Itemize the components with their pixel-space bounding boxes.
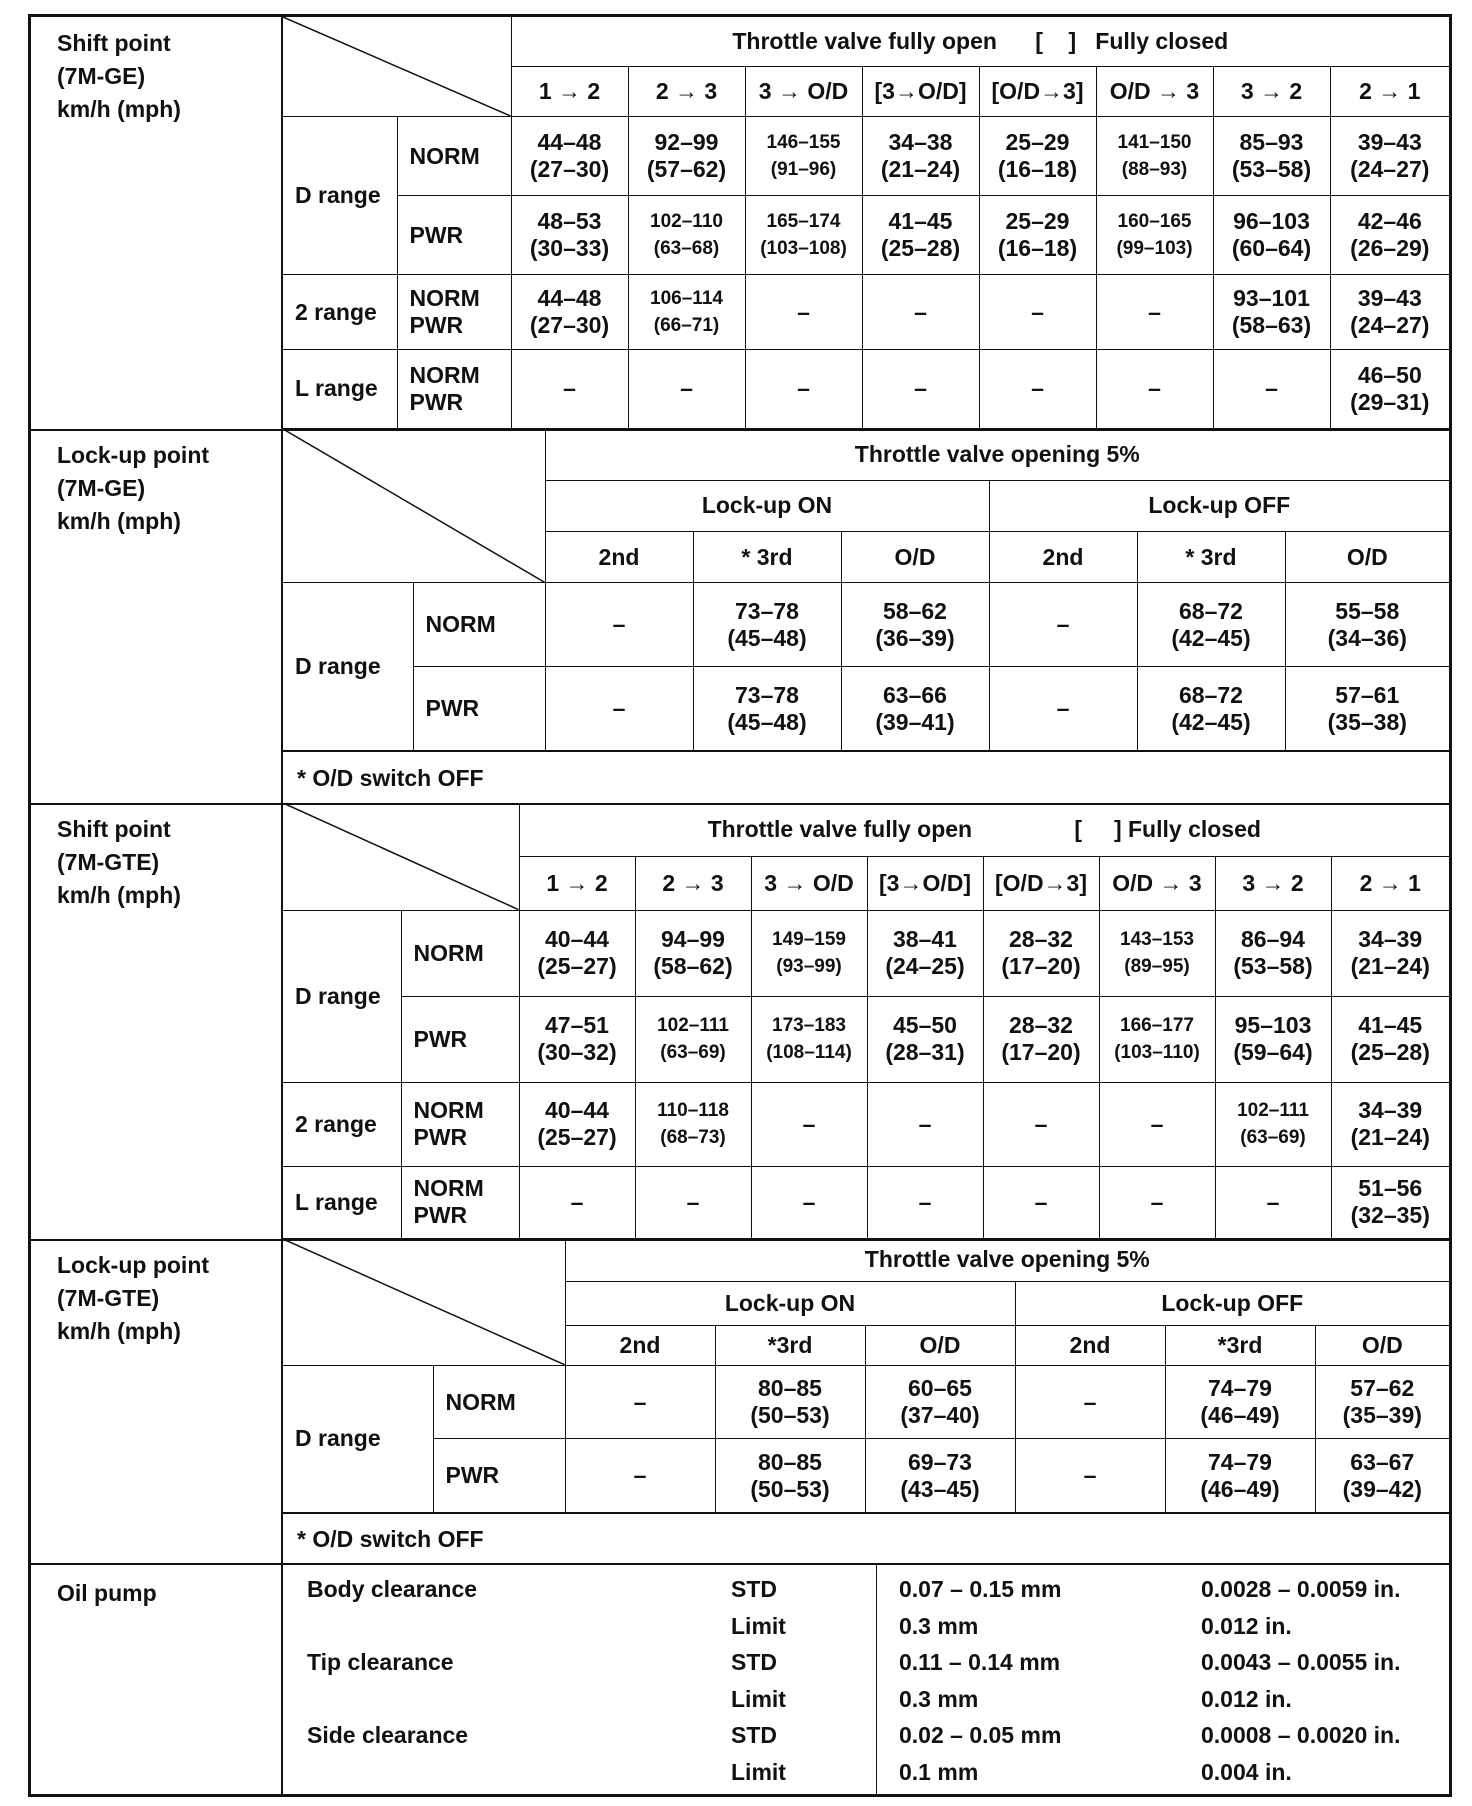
spec-kind: Limit xyxy=(731,1612,786,1639)
speed-value: 74–79 (46–49) xyxy=(1165,1365,1315,1439)
speed-value: 25–29 (16–18) xyxy=(979,196,1096,275)
speed-value: – xyxy=(745,275,862,350)
speed-value: 25–29 (16–18) xyxy=(979,116,1096,195)
speed-value: – xyxy=(983,1082,1099,1166)
table-row xyxy=(283,1166,1449,1238)
speed-value: 102–110 (63–68) xyxy=(628,196,745,275)
table-row xyxy=(283,349,1449,428)
speed-value: – xyxy=(545,667,693,751)
spec-kind: Limit xyxy=(731,1685,786,1712)
spec-kind: STD xyxy=(731,1576,777,1602)
column-header: 3 → 2 xyxy=(1213,67,1330,117)
column-header: 3 → O/D xyxy=(745,67,862,117)
column-header: [O/D→3] xyxy=(983,857,1099,911)
speed-value: 68–72 (42–45) xyxy=(1137,667,1285,751)
speed-value: 44–48 (27–30) xyxy=(511,116,628,195)
speed-value: 102–111 (63–69) xyxy=(1215,1082,1331,1166)
speed-value: 86–94 (53–58) xyxy=(1215,910,1331,996)
shift-table-7m-ge xyxy=(283,17,1449,429)
mode-label: NORM xyxy=(413,583,545,667)
column-header: 3 → 2 xyxy=(1215,857,1331,911)
column-header: [3→O/D] xyxy=(862,67,979,117)
speed-value: 39–43 (24–27) xyxy=(1330,116,1449,195)
speed-value: – xyxy=(979,275,1096,350)
speed-value: 73–78 (45–48) xyxy=(693,667,841,751)
section-label: Oil pump xyxy=(57,1580,157,1606)
speed-value: 85–93 (53–58) xyxy=(1213,116,1330,195)
section-label: Shift point (7M-GE) km/h (mph) xyxy=(57,30,181,122)
diagonal-corner xyxy=(283,1239,565,1365)
speed-value: 94–99 (58–62) xyxy=(635,910,751,996)
metric-value: 0.3 mm xyxy=(899,1612,979,1639)
speed-value: 48–53 (30–33) xyxy=(511,196,628,275)
speed-value: – xyxy=(511,349,628,428)
speed-value: 80–85 (50–53) xyxy=(715,1439,865,1513)
speed-value: 146–155 (91–96) xyxy=(745,116,862,195)
speed-value: 55–58 (34–36) xyxy=(1285,583,1449,667)
speed-value: – xyxy=(751,1082,867,1166)
speed-value: 73–78 (45–48) xyxy=(693,583,841,667)
range-label: L range xyxy=(283,349,397,428)
range-label: D range xyxy=(283,116,397,274)
lockup-off-header: Lock-up OFF xyxy=(989,480,1449,531)
speed-value: – xyxy=(862,349,979,428)
table-row xyxy=(283,910,1449,996)
speed-value: – xyxy=(745,349,862,428)
speed-value: 40–44 (25–27) xyxy=(519,1082,635,1166)
diagonal-corner xyxy=(283,429,545,583)
shift-table-7m-gte xyxy=(283,803,1449,1239)
lockup-off-header: Lock-up OFF xyxy=(1015,1281,1449,1325)
throttle-opening-header: Throttle valve opening 5% xyxy=(565,1239,1449,1281)
od-switch-note: * O/D switch OFF xyxy=(281,1513,1449,1563)
metric-value: 0.07 – 0.15 mm xyxy=(899,1576,1062,1602)
mode-label: NORM PWR xyxy=(397,349,511,428)
throttle-header: Throttle valve fully open [ ] Fully closed xyxy=(519,803,1449,857)
speed-value: 63–67 (39–42) xyxy=(1315,1439,1449,1513)
speed-value: 57–61 (35–38) xyxy=(1285,667,1449,751)
speed-value: – xyxy=(989,583,1137,667)
speed-value: 74–79 (46–49) xyxy=(1165,1439,1315,1513)
mode-label: PWR xyxy=(433,1439,565,1513)
speed-value: 28–32 (17–20) xyxy=(983,996,1099,1082)
speed-value: 34–38 (21–24) xyxy=(862,116,979,195)
speed-value: 143–153 (89–95) xyxy=(1099,910,1215,996)
table-row xyxy=(283,1365,1449,1439)
speed-value: 166–177 (103–110) xyxy=(1099,996,1215,1082)
imperial-value: 0.012 in. xyxy=(1201,1685,1292,1712)
table-row xyxy=(283,1439,1449,1513)
column-header: O/D xyxy=(865,1325,1015,1365)
speed-value: 165–174 (103–108) xyxy=(745,196,862,275)
speed-value: 149–159 (93–99) xyxy=(751,910,867,996)
speed-value: – xyxy=(1096,275,1213,350)
column-header: 2nd xyxy=(545,532,693,583)
speed-value: – xyxy=(751,1166,867,1238)
speed-value: 41–45 (25–28) xyxy=(862,196,979,275)
diagonal-corner xyxy=(283,803,519,910)
speed-value: 60–65 (37–40) xyxy=(865,1365,1015,1439)
speed-value: 173–183 (108–114) xyxy=(751,996,867,1082)
column-header: O/D xyxy=(841,532,989,583)
speed-value: 46–50 (29–31) xyxy=(1330,349,1449,428)
column-header: 2 → 3 xyxy=(628,67,745,117)
table-row xyxy=(283,667,1449,751)
column-header: 2nd xyxy=(1015,1325,1165,1365)
speed-value: 41–45 (25–28) xyxy=(1331,996,1449,1082)
speed-value: – xyxy=(983,1166,1099,1238)
spec-kind: STD xyxy=(731,1649,777,1675)
range-label: D range xyxy=(283,910,401,1082)
mode-label: NORM xyxy=(401,910,519,996)
speed-value: 69–73 (43–45) xyxy=(865,1439,1015,1513)
range-label: L range xyxy=(283,1166,401,1238)
speed-value: – xyxy=(867,1166,983,1238)
diagonal-corner xyxy=(283,17,511,116)
column-header: 3 → O/D xyxy=(751,857,867,911)
speed-value: 80–85 (50–53) xyxy=(715,1365,865,1439)
oil-pump-section xyxy=(31,1563,1449,1794)
shift-point-7m-gte-section xyxy=(31,803,1449,1239)
metric-value: 0.02 – 0.05 mm xyxy=(899,1722,1062,1748)
speed-value: 141–150 (88–93) xyxy=(1096,116,1213,195)
speed-value: – xyxy=(635,1166,751,1238)
column-header: O/D xyxy=(1285,532,1449,583)
speed-value: – xyxy=(545,583,693,667)
speed-value: 47–51 (30–32) xyxy=(519,996,635,1082)
column-header: 2 → 1 xyxy=(1330,67,1449,117)
speed-value: – xyxy=(565,1365,715,1439)
lockup-table-7m-ge xyxy=(283,429,1449,751)
column-header: 1 → 2 xyxy=(519,857,635,911)
speed-value: 160–165 (99–103) xyxy=(1096,196,1213,275)
lockup-on-header: Lock-up ON xyxy=(545,480,989,531)
speed-value: 34–39 (21–24) xyxy=(1331,1082,1449,1166)
column-header: 2 → 1 xyxy=(1331,857,1449,911)
speed-value: 110–118 (68–73) xyxy=(635,1082,751,1166)
speed-value: – xyxy=(1213,349,1330,428)
speed-value: – xyxy=(1015,1439,1165,1513)
mode-label: NORM PWR xyxy=(401,1082,519,1166)
throttle-header: Throttle valve fully open [ ] Fully closed xyxy=(511,17,1449,67)
speed-value: 93–101 (58–63) xyxy=(1213,275,1330,350)
table-row xyxy=(283,583,1449,667)
speed-value: 42–46 (26–29) xyxy=(1330,196,1449,275)
imperial-value: 0.012 in. xyxy=(1201,1612,1292,1639)
column-header: 2nd xyxy=(565,1325,715,1365)
speed-value: – xyxy=(867,1082,983,1166)
clearance-item: Tip clearance xyxy=(307,1649,454,1675)
speed-value: – xyxy=(979,349,1096,428)
speed-value: 39–43 (24–27) xyxy=(1330,275,1449,350)
throttle-opening-header: Throttle valve opening 5% xyxy=(545,429,1449,480)
speed-value: 92–99 (57–62) xyxy=(628,116,745,195)
column-header: [O/D→3] xyxy=(979,67,1096,117)
column-header: O/D xyxy=(1315,1325,1449,1365)
range-label: D range xyxy=(283,1365,433,1512)
table-row xyxy=(283,196,1449,275)
imperial-value: 0.0028 – 0.0059 in. xyxy=(1201,1576,1401,1602)
lockup-on-header: Lock-up ON xyxy=(565,1281,1015,1325)
spec-kind: STD xyxy=(731,1722,777,1748)
range-label: 2 range xyxy=(283,275,397,350)
table-row xyxy=(283,116,1449,195)
speed-value: – xyxy=(1215,1166,1331,1238)
speed-value: 58–62 (36–39) xyxy=(841,583,989,667)
metric-value: 0.11 – 0.14 mm xyxy=(899,1649,1061,1675)
speed-value: 51–56 (32–35) xyxy=(1331,1166,1449,1238)
mode-label: PWR xyxy=(413,667,545,751)
spec-sheet xyxy=(28,14,1452,1797)
spec-kind: Limit xyxy=(731,1758,786,1785)
lockup-point-7m-gte-section xyxy=(31,1239,1449,1563)
column-header: 1 → 2 xyxy=(511,67,628,117)
clearance-item: Body clearance xyxy=(307,1576,478,1602)
clearance-item: Side clearance xyxy=(307,1722,469,1748)
section-label: Lock-up point (7M-GE) km/h (mph) xyxy=(57,442,210,534)
mode-label: NORM PWR xyxy=(401,1166,519,1238)
speed-value: 34–39 (21–24) xyxy=(1331,910,1449,996)
speed-value: 57–62 (35–39) xyxy=(1315,1365,1449,1439)
speed-value: – xyxy=(862,275,979,350)
speed-value: – xyxy=(628,349,745,428)
speed-value: 40–44 (25–27) xyxy=(519,910,635,996)
speed-value: – xyxy=(1096,349,1213,428)
speed-value: – xyxy=(1099,1166,1215,1238)
column-header: O/D → 3 xyxy=(1096,67,1213,117)
speed-value: 102–111 (63–69) xyxy=(635,996,751,1082)
speed-value: – xyxy=(1099,1082,1215,1166)
metric-value: 0.3 mm xyxy=(899,1685,979,1712)
speed-value: 95–103 (59–64) xyxy=(1215,996,1331,1082)
speed-value: 68–72 (42–45) xyxy=(1137,583,1285,667)
mode-label: NORM xyxy=(433,1365,565,1439)
lockup-table-7m-gte xyxy=(283,1239,1449,1513)
speed-value: 96–103 (60–64) xyxy=(1213,196,1330,275)
range-label: D range xyxy=(283,583,413,751)
imperial-value: 0.004 in. xyxy=(1201,1758,1292,1785)
speed-value: – xyxy=(1015,1365,1165,1439)
mode-label: NORM PWR xyxy=(397,275,511,350)
speed-value: 44–48 (27–30) xyxy=(511,275,628,350)
mode-label: PWR xyxy=(401,996,519,1082)
column-header: 2 → 3 xyxy=(635,857,751,911)
od-switch-note: * O/D switch OFF xyxy=(281,751,1449,803)
speed-value: 63–66 (39–41) xyxy=(841,667,989,751)
imperial-value: 0.0043 – 0.0055 in. xyxy=(1201,1649,1401,1675)
column-header: *3rd xyxy=(1165,1325,1315,1365)
column-header: *3rd xyxy=(715,1325,865,1365)
range-label: 2 range xyxy=(283,1082,401,1166)
table-row xyxy=(283,1082,1449,1166)
shift-point-7m-ge-section xyxy=(31,17,1449,429)
column-header: 2nd xyxy=(989,532,1137,583)
metric-value: 0.1 mm xyxy=(899,1758,979,1785)
speed-value: – xyxy=(519,1166,635,1238)
speed-value: 106–114 (66–71) xyxy=(628,275,745,350)
imperial-value: 0.0008 – 0.0020 in. xyxy=(1201,1722,1401,1748)
speed-value: – xyxy=(565,1439,715,1513)
speed-value: 28–32 (17–20) xyxy=(983,910,1099,996)
column-header: * 3rd xyxy=(693,532,841,583)
table-row xyxy=(283,275,1449,350)
mode-label: PWR xyxy=(397,196,511,275)
speed-value: 38–41 (24–25) xyxy=(867,910,983,996)
column-header: * 3rd xyxy=(1137,532,1285,583)
section-label: Shift point (7M-GTE) km/h (mph) xyxy=(57,816,181,908)
column-header: O/D → 3 xyxy=(1099,857,1215,911)
speed-value: – xyxy=(989,667,1137,751)
speed-value: 45–50 (28–31) xyxy=(867,996,983,1082)
mode-label: NORM xyxy=(397,116,511,195)
table-row xyxy=(283,996,1449,1082)
section-label: Lock-up point (7M-GTE) km/h (mph) xyxy=(57,1252,210,1344)
column-header: [3→O/D] xyxy=(867,857,983,911)
lockup-point-7m-ge-section xyxy=(31,429,1449,803)
